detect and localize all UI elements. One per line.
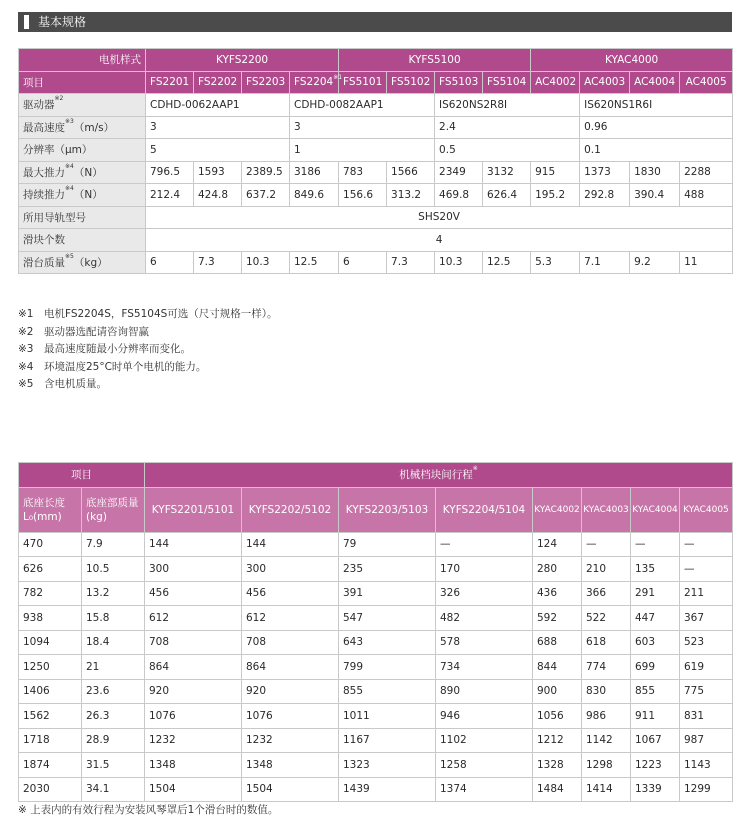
base-mass-cell: 28.9 <box>82 728 145 753</box>
table-row <box>19 557 733 582</box>
length-header-unit: L₀(mm) <box>23 510 62 523</box>
table-cell: SHS20V <box>146 206 733 229</box>
label-text: 滑台质量 <box>23 256 65 269</box>
stroke-cell: 366 <box>582 581 631 606</box>
row-label <box>19 251 146 274</box>
stroke-cell: 1076 <box>145 704 242 729</box>
model-header: KYFS2204/5104 <box>436 487 533 532</box>
model-header: KYFS2203/5103 <box>339 487 436 532</box>
stroke-cell: — <box>631 532 680 557</box>
stroke-cell: 619 <box>680 655 733 680</box>
stroke-footnote: ※ 上表内的有效行程为安装风琴罩后1个滑台时的数值。 <box>18 804 279 816</box>
section-header <box>18 12 732 32</box>
table-cell: 783 <box>339 161 387 184</box>
table-cell: 7.1 <box>580 251 630 274</box>
table-row <box>19 753 733 778</box>
table-cell: 10.3 <box>242 251 290 274</box>
table-cell: 626.4 <box>483 184 531 207</box>
item-header: 项目 <box>19 463 145 488</box>
model-header: KYFS2202/5102 <box>242 487 339 532</box>
stroke-cell: 900 <box>533 679 582 704</box>
stroke-cell: 1143 <box>680 753 733 778</box>
label-text: 持续推力 <box>23 189 65 202</box>
stroke-cell: 855 <box>339 679 436 704</box>
table-cell: 195.2 <box>531 184 580 207</box>
stroke-cell: 144 <box>242 532 339 557</box>
stroke-cell: 1374 <box>436 777 533 802</box>
stroke-cell: 235 <box>339 557 436 582</box>
model-header: FS2201 <box>146 71 194 94</box>
stroke-cell: 1142 <box>582 728 631 753</box>
table-cell: 2349 <box>435 161 483 184</box>
stroke-cell: 1067 <box>631 728 680 753</box>
table-cell: 11 <box>680 251 733 274</box>
base-mass-cell: 13.2 <box>82 581 145 606</box>
stroke-cell: 799 <box>339 655 436 680</box>
stroke-table <box>18 462 733 802</box>
base-length-cell: 938 <box>19 606 82 631</box>
base-length-cell: 626 <box>19 557 82 582</box>
note-mark: ※4 <box>65 162 74 170</box>
label-unit: （kg） <box>73 256 108 269</box>
table-cell: 5 <box>146 139 290 162</box>
table-cell: 12.5 <box>290 251 339 274</box>
table-cell: 0.5 <box>435 139 580 162</box>
stroke-cell: 482 <box>436 606 533 631</box>
table-cell: 0.96 <box>580 116 733 139</box>
base-length-cell: 1562 <box>19 704 82 729</box>
table-cell: 849.6 <box>290 184 339 207</box>
stroke-cell: 211 <box>680 581 733 606</box>
stroke-cell: 708 <box>242 630 339 655</box>
table-row <box>19 581 733 606</box>
max-speed-row <box>19 116 733 139</box>
stroke-cell: 1328 <box>533 753 582 778</box>
stroke-cell: 844 <box>533 655 582 680</box>
stroke-cell: 603 <box>631 630 680 655</box>
stroke-cell: 1232 <box>145 728 242 753</box>
table-cell: 3 <box>290 116 435 139</box>
stroke-cell: 1232 <box>242 728 339 753</box>
label-unit: （N） <box>73 189 103 202</box>
stroke-cell: 135 <box>631 557 680 582</box>
model-header: AC4003 <box>580 71 630 94</box>
stroke-cell: 864 <box>242 655 339 680</box>
group-header: KYFS5100 <box>339 49 531 72</box>
stroke-cell: 946 <box>436 704 533 729</box>
stroke-cell: 1339 <box>631 777 680 802</box>
note-line: ※2 驱动器选配请咨询智赢 <box>18 325 149 338</box>
stroke-cell: 1299 <box>680 777 733 802</box>
stroke-cell: 1102 <box>436 728 533 753</box>
base-mass-cell: 34.1 <box>82 777 145 802</box>
stroke-cell: 522 <box>582 606 631 631</box>
stroke-cell: 1348 <box>242 753 339 778</box>
base-mass-cell: 15.8 <box>82 606 145 631</box>
model-header <box>290 71 343 94</box>
table-row <box>19 728 733 753</box>
label-unit: （m/s） <box>73 121 115 134</box>
note-mark: ※4 <box>65 185 74 193</box>
section-marker <box>24 15 29 29</box>
stroke-cell: 1056 <box>533 704 582 729</box>
length-header <box>19 487 82 532</box>
table-cell: 4 <box>146 229 733 252</box>
stroke-cell: 291 <box>631 581 680 606</box>
stroke-cell: 1223 <box>631 753 680 778</box>
mass-header-unit: (kg) <box>86 510 107 523</box>
mass-header-text: 底座部质量 <box>86 496 139 509</box>
stroke-cell: 1439 <box>339 777 436 802</box>
base-length-cell: 1718 <box>19 728 82 753</box>
stroke-cell: 1323 <box>339 753 436 778</box>
stroke-cell: 612 <box>242 606 339 631</box>
model-label: FS2204 <box>294 76 334 89</box>
base-length-cell: 1250 <box>19 655 82 680</box>
stroke-cell: 367 <box>680 606 733 631</box>
base-mass-cell: 7.9 <box>82 532 145 557</box>
base-mass-cell: 31.5 <box>82 753 145 778</box>
stroke-cell: 831 <box>680 704 733 729</box>
table-cell: 3132 <box>483 161 531 184</box>
stroke-cell: 300 <box>242 557 339 582</box>
stroke-header-row <box>19 463 733 488</box>
stroke-cell: 920 <box>145 679 242 704</box>
stroke-cell: 391 <box>339 581 436 606</box>
stroke-cell: — <box>680 532 733 557</box>
table-cell: 637.2 <box>242 184 290 207</box>
table-cell: 7.3 <box>194 251 242 274</box>
stroke-cell: 830 <box>582 679 631 704</box>
group-header: KYFS2200 <box>146 49 339 72</box>
label-text: 最大推力 <box>23 166 65 179</box>
model-header: FS5103 <box>435 71 483 94</box>
table-cell: CDHD-0082AAP1 <box>290 94 435 117</box>
note-mark: ※5 <box>65 252 74 260</box>
note-mark: ※3 <box>65 117 74 125</box>
row-label <box>19 184 146 207</box>
note-mark: ※2 <box>54 95 64 103</box>
table-cell: 7.3 <box>387 251 435 274</box>
stroke-cell: 1504 <box>145 777 242 802</box>
table-row <box>19 655 733 680</box>
label-text: 最高速度 <box>23 121 65 134</box>
stroke-cell: 699 <box>631 655 680 680</box>
base-length-cell: 782 <box>19 581 82 606</box>
stroke-cell: 447 <box>631 606 680 631</box>
row-label: 分辨率（μm） <box>19 139 146 162</box>
table-cell: 915 <box>531 161 580 184</box>
guide-row <box>19 206 733 229</box>
stroke-cell: 523 <box>680 630 733 655</box>
stroke-cell: 734 <box>436 655 533 680</box>
model-header: AC4002 <box>531 71 580 94</box>
stroke-cell: 987 <box>680 728 733 753</box>
note-mark: ※ <box>472 465 478 473</box>
note-line: ※5 含电机质量。 <box>18 378 107 390</box>
table-row <box>19 777 733 802</box>
note-mark: ※1 <box>333 74 343 82</box>
base-mass-cell: 23.6 <box>82 679 145 704</box>
stroke-cell: 618 <box>582 630 631 655</box>
stroke-cell: 1167 <box>339 728 436 753</box>
stroke-cell: — <box>680 557 733 582</box>
resolution-row <box>19 139 733 162</box>
label-unit: （N） <box>73 166 103 179</box>
table-cell: 3 <box>146 116 290 139</box>
row-label: 滑块个数 <box>19 229 146 252</box>
base-mass-cell: 21 <box>82 655 145 680</box>
table-cell: 0.1 <box>580 139 733 162</box>
stroke-cell: 547 <box>339 606 436 631</box>
stroke-header-text: 机械档块间行程 <box>399 469 473 482</box>
table-cell: 2288 <box>680 161 733 184</box>
stroke-table-body <box>19 532 733 802</box>
stroke-cell: 986 <box>582 704 631 729</box>
stroke-cell: 643 <box>339 630 436 655</box>
stroke-cell: 1298 <box>582 753 631 778</box>
stroke-cell: 280 <box>533 557 582 582</box>
stroke-cell: 144 <box>145 532 242 557</box>
model-header: FS5104 <box>483 71 531 94</box>
stroke-cell: 79 <box>339 532 436 557</box>
model-header: FS2202 <box>194 71 242 94</box>
driver-row <box>19 94 733 117</box>
table-cell: 1830 <box>630 161 680 184</box>
stroke-cell: 1076 <box>242 704 339 729</box>
row-label: 所用导轨型号 <box>19 206 146 229</box>
table-cell: 1373 <box>580 161 630 184</box>
stroke-cell: 688 <box>533 630 582 655</box>
table-cell: 292.8 <box>580 184 630 207</box>
table-row <box>19 679 733 704</box>
base-length-cell: 470 <box>19 532 82 557</box>
stroke-cell: 592 <box>533 606 582 631</box>
stroke-cell: 210 <box>582 557 631 582</box>
table-cell: 156.6 <box>339 184 387 207</box>
table-cell: 12.5 <box>483 251 531 274</box>
note-line: ※3 最高速度随最小分辨率而变化。 <box>18 343 191 355</box>
table-cell: 1593 <box>194 161 242 184</box>
note-line: ※4 环境温度25°C时单个电机的能力。 <box>18 360 207 373</box>
stroke-cell: 920 <box>242 679 339 704</box>
table-cell: 2389.5 <box>242 161 290 184</box>
table-cell: 5.3 <box>531 251 580 274</box>
base-length-cell: 1406 <box>19 679 82 704</box>
model-header: AC4004 <box>630 71 680 94</box>
stroke-cell: 1414 <box>582 777 631 802</box>
base-mass-cell: 26.3 <box>82 704 145 729</box>
corner-top-label: 电机样式 <box>19 49 146 72</box>
stroke-cell: 1011 <box>339 704 436 729</box>
table-cell: 6 <box>146 251 194 274</box>
stroke-cell: 890 <box>436 679 533 704</box>
table-cell: 469.8 <box>435 184 483 207</box>
table-cell: 9.2 <box>630 251 680 274</box>
stroke-cell: — <box>436 532 533 557</box>
stroke-cell: 436 <box>533 581 582 606</box>
mass-row <box>19 251 733 274</box>
table-cell: 1566 <box>387 161 435 184</box>
stroke-cell: 612 <box>145 606 242 631</box>
table-cell: 212.4 <box>146 184 194 207</box>
table-row <box>19 606 733 631</box>
table-cell: IS620NS1R6I <box>580 94 733 117</box>
stroke-cell: 775 <box>680 679 733 704</box>
mass-header <box>82 487 145 532</box>
model-header: FS5102 <box>387 71 435 94</box>
stroke-cell: 911 <box>631 704 680 729</box>
stroke-model-row <box>19 487 733 532</box>
table-cell: CDHD-0062AAP1 <box>146 94 290 117</box>
stroke-cell: 1258 <box>436 753 533 778</box>
stroke-cell: 708 <box>145 630 242 655</box>
table-row <box>19 630 733 655</box>
max-thrust-row <box>19 161 733 184</box>
row-label <box>19 161 146 184</box>
stroke-cell: 170 <box>436 557 533 582</box>
group-header: KYAC4000 <box>531 49 733 72</box>
table-cell: 488 <box>680 184 733 207</box>
label-text: 驱动器 <box>23 99 55 112</box>
table-cell: 313.2 <box>387 184 435 207</box>
model-header: AC4005 <box>680 71 733 94</box>
length-header-text: 底座长度 <box>23 496 65 509</box>
table-row <box>19 532 733 557</box>
stroke-cell: 864 <box>145 655 242 680</box>
model-header: KYAC4003 <box>582 487 631 532</box>
model-header: KYAC4005 <box>680 487 733 532</box>
stroke-cell: 300 <box>145 557 242 582</box>
base-length-cell: 2030 <box>19 777 82 802</box>
spec-notes <box>18 306 278 394</box>
table-row <box>19 704 733 729</box>
stroke-cell: 326 <box>436 581 533 606</box>
stroke-cell: 578 <box>436 630 533 655</box>
stroke-cell: 774 <box>582 655 631 680</box>
model-header: FS2203 <box>242 71 290 94</box>
section-title: 基本规格 <box>38 15 87 29</box>
stroke-cell: 456 <box>242 581 339 606</box>
model-header: KYAC4004 <box>631 487 680 532</box>
corner-bottom-label: 项目 <box>19 71 146 94</box>
model-header: KYFS2201/5101 <box>145 487 242 532</box>
stroke-cell: 456 <box>145 581 242 606</box>
table-cell: 6 <box>339 251 387 274</box>
table-cell: 390.4 <box>630 184 680 207</box>
base-length-cell: 1094 <box>19 630 82 655</box>
stroke-header <box>145 463 733 488</box>
base-mass-cell: 18.4 <box>82 630 145 655</box>
table-cell: 424.8 <box>194 184 242 207</box>
continuous-thrust-row <box>19 184 733 207</box>
stroke-cell: 1504 <box>242 777 339 802</box>
stroke-cell: 1212 <box>533 728 582 753</box>
table-cell: IS620NS2R8I <box>435 94 580 117</box>
model-header: KYAC4002 <box>533 487 582 532</box>
table-cell: 3186 <box>290 161 339 184</box>
spec-table <box>18 48 733 274</box>
stroke-cell: 124 <box>533 532 582 557</box>
note-line: ※1 电机FS2204S，FS5104S可选（尺寸规格一样）。 <box>18 308 278 320</box>
spec-group-header-row <box>19 49 733 72</box>
model-header: FS5101 <box>339 71 387 94</box>
row-label <box>19 116 146 139</box>
slider-count-row <box>19 229 733 252</box>
stroke-cell: 1484 <box>533 777 582 802</box>
row-label <box>19 94 146 117</box>
stroke-cell: — <box>582 532 631 557</box>
stroke-cell: 855 <box>631 679 680 704</box>
table-cell: 796.5 <box>146 161 194 184</box>
table-cell: 10.3 <box>435 251 483 274</box>
base-mass-cell: 10.5 <box>82 557 145 582</box>
table-cell: 1 <box>290 139 435 162</box>
spec-model-header-row <box>19 71 733 94</box>
table-cell: 2.4 <box>435 116 580 139</box>
base-length-cell: 1874 <box>19 753 82 778</box>
stroke-cell: 1348 <box>145 753 242 778</box>
